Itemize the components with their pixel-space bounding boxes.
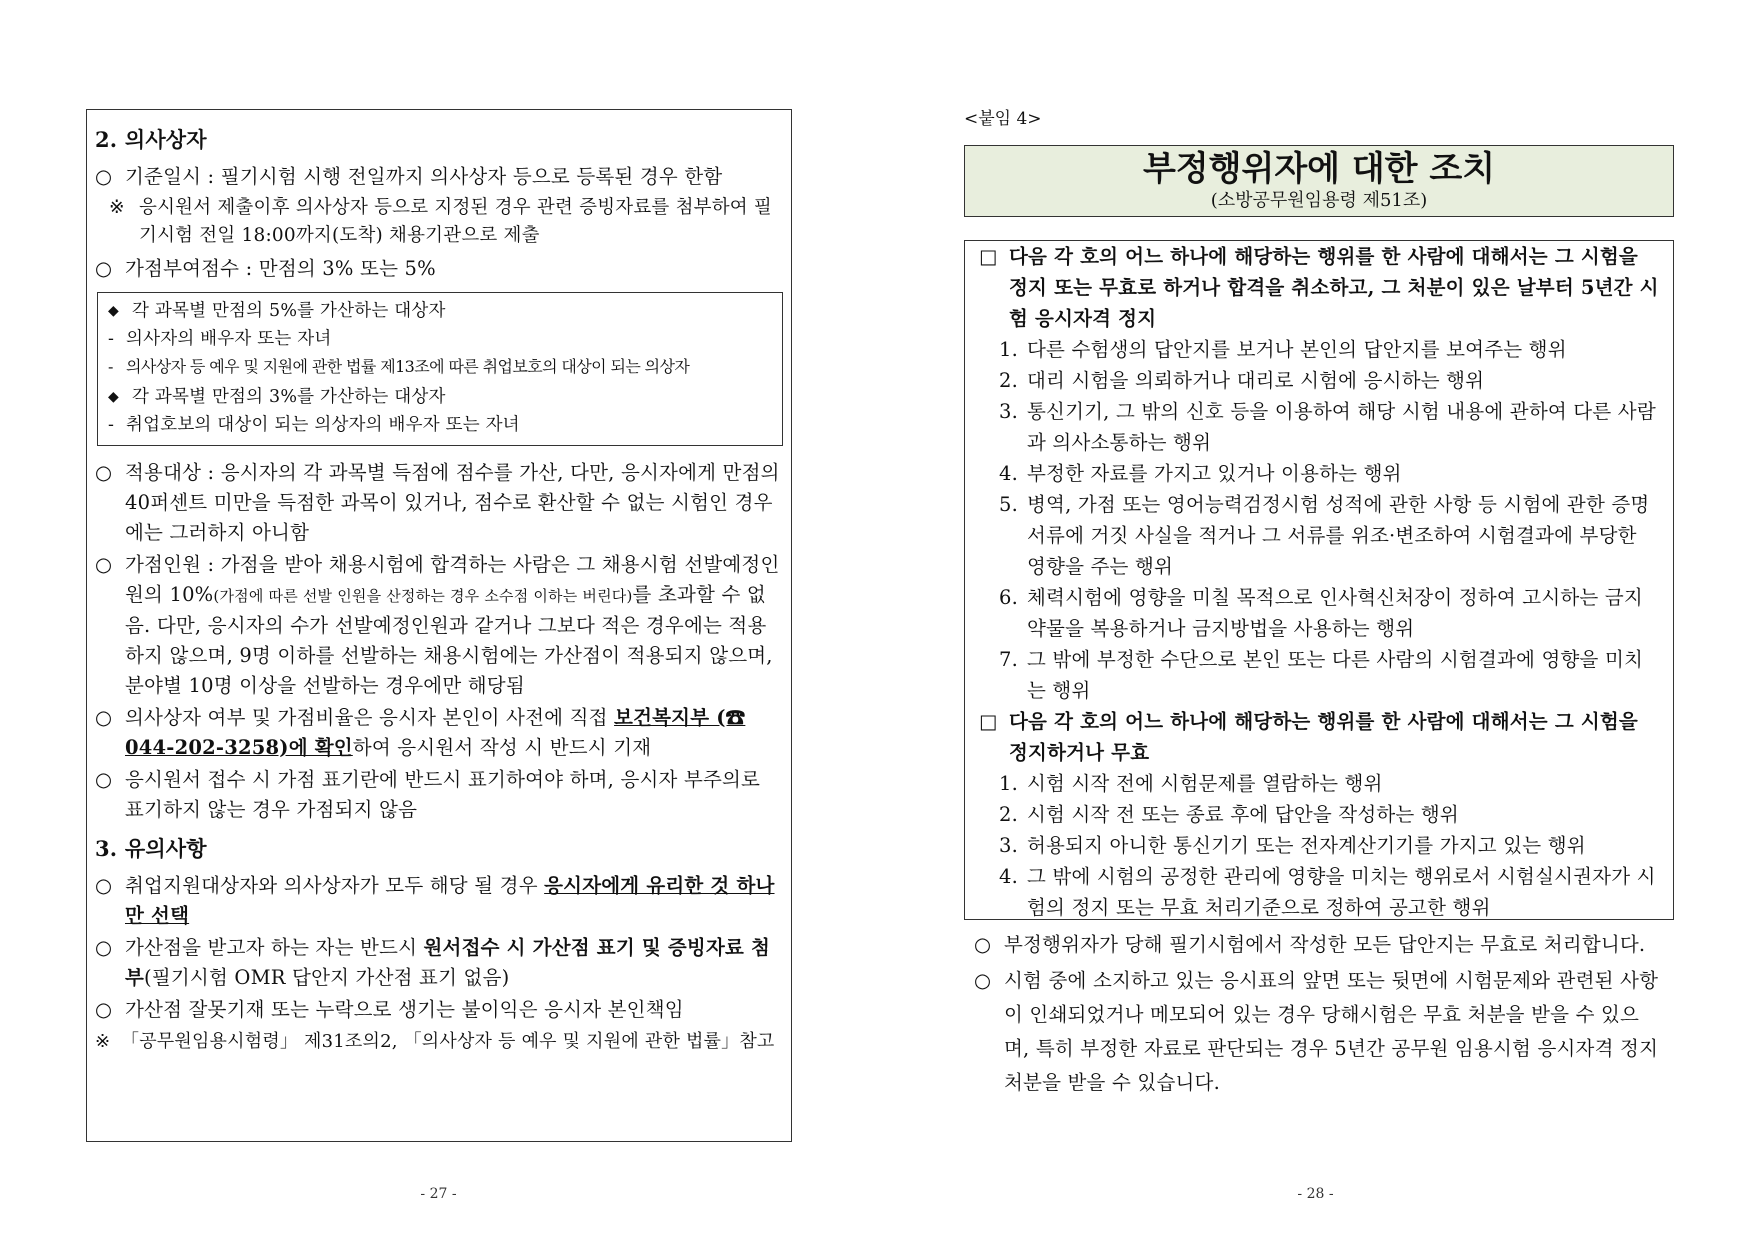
page-number-27: - 27 -	[420, 1186, 457, 1202]
dash-bullet-icon: -	[108, 415, 115, 435]
group1-item-number: 5.	[999, 493, 1019, 516]
group1-item	[979, 644, 1659, 706]
five-percent-item-text: 의사상자 등 예우 및 지원에 관한 법률 제13조에 따른 취업보호의 대상이 되는 의상자	[126, 357, 690, 376]
group1-item-text: 통신기기, 그 밖의 신호 등을 이용하여 해당 시험 내용에 관하여 다른 사람과 의사소통하는 행위	[1027, 400, 1656, 454]
bonus-count-item	[95, 550, 783, 701]
group1-item-text: 대리 시험을 의뢰하거나 대리로 시험에 응시하는 행위	[1027, 369, 1485, 392]
group2-item-number: 4.	[999, 865, 1019, 888]
group1-item	[979, 582, 1659, 644]
group2-item-text: 시험 시작 전 또는 종료 후에 답안을 작성하는 행위	[1027, 803, 1459, 826]
attachment-label: <붙임 4>	[964, 109, 1042, 129]
mark-in-form-text: 응시원서 접수 시 가점 표기란에 반드시 표기하여야 하며, 응시자 부주의로 표기하지 않는 경우 가점되지 않음	[125, 768, 761, 821]
three-percent-head	[108, 383, 772, 411]
mark-in-form-item	[95, 765, 783, 825]
bonus-target-box	[97, 292, 783, 446]
confirm-text: 의사상자 여부 및 가점비율은 응시자 본인이 사전에 직접	[125, 706, 615, 729]
group1-item-number: 1.	[999, 338, 1019, 361]
must-mark-text-2: (필기시험 OMR 답안지 가산점 표기 없음)	[144, 966, 510, 989]
group1-item	[979, 489, 1659, 582]
circle-bullet-icon: ○	[95, 998, 113, 1021]
apply-target-item	[95, 458, 783, 548]
group1-item	[979, 458, 1659, 489]
reference-item	[95, 1027, 783, 1057]
reference-mark-icon: ※	[95, 1031, 111, 1052]
group2-item	[979, 830, 1659, 861]
group-2-head	[979, 706, 1659, 768]
circle-bullet-icon: ○	[95, 257, 113, 280]
confirm-item	[95, 703, 783, 763]
misconduct-measures-box	[964, 240, 1674, 920]
circle-bullet-icon: ○	[95, 553, 113, 576]
circle-bullet-icon: ○	[95, 874, 113, 897]
reference-text: 「공무원임용시험령」 제31조의2, 「의사상자 등 예우 및 지원에 관한 법률」참고	[121, 1031, 775, 1052]
must-mark-bold-text: 원서접수 시 가산점 표기 및 증빙자료 첨부	[125, 936, 771, 989]
group1-item-number: 4.	[999, 462, 1019, 485]
group1-item-number: 2.	[999, 369, 1019, 392]
title-box	[964, 145, 1674, 217]
square-bullet-icon: □	[979, 710, 998, 733]
group1-item-text: 병역, 가점 또는 영어능력검정시험 성적에 관한 사항 등 시험에 관한 증명서류에 거짓 사실을 적거나 그 서류를 위조·변조하여 시험결과에 부당한 영향을 주는 행위	[1027, 493, 1650, 578]
group-1-head	[979, 241, 1659, 334]
square-bullet-icon: □	[979, 245, 998, 268]
five-percent-item	[108, 325, 772, 353]
group-1-list	[979, 334, 1659, 706]
group1-item	[979, 365, 1659, 396]
bonus-points-section-box	[86, 109, 792, 1142]
group2-item-text: 허용되지 아니한 통신기기 또는 전자계산기기를 가지고 있는 행위	[1027, 834, 1586, 857]
group2-item-text: 그 밖에 시험의 공정한 관리에 영향을 미치는 행위로서 시험실시권자가 시험의 정지 또는 무효 처리기준으로 정하여 공고한 행위	[1027, 865, 1656, 919]
circle-bullet-icon: ○	[95, 461, 113, 484]
group2-item	[979, 799, 1659, 830]
bonus-score-text: 가점부여점수 : 만점의 3% 또는 5%	[125, 257, 436, 280]
bonus-count-text: 가점인원 : 가점을 받아 채용시험에 합격하는 사람은 그 채용시험 선발예정인원의 10%	[125, 553, 780, 606]
three-percent-head-text: 각 과목별 만점의 3%를 가산하는 대상자	[132, 387, 446, 407]
five-percent-head	[108, 297, 772, 325]
page-number-28: - 28 -	[1297, 1186, 1334, 1202]
section-3-title: 3. 유의사항	[95, 836, 207, 861]
group1-item-number: 7.	[999, 648, 1019, 671]
five-percent-item-text: 의사자의 배우자 또는 자녀	[126, 329, 332, 349]
bonus-count-small-text: (가점에 따른 선발 인원을 산정하는 경우 소수점 이하는 버린다)	[213, 587, 633, 605]
page-28	[877, 0, 1754, 1240]
five-percent-item	[108, 353, 772, 381]
five-percent-head-text: 각 과목별 만점의 5%를 가산하는 대상자	[132, 301, 446, 321]
circle-bullet-icon: ○	[95, 165, 113, 188]
section-2-title: 2. 의사상자	[95, 127, 207, 152]
circle-bullet-icon: ○	[95, 768, 113, 791]
page-title: 부정행위자에 대한 조치	[1142, 149, 1496, 189]
diamond-bullet-icon: ◆	[108, 389, 119, 405]
notices	[974, 928, 1664, 1102]
group-1-head-text: 다음 각 호의 어느 하나에 해당하는 행위를 한 사람에 대해서는 그 시험을 정지 또는 무효로 하거나 합격을 취소하고, 그 처분이 있은 날부터 5년간 시험 응시자격 정지	[1009, 245, 1659, 330]
group2-item-number: 1.	[999, 772, 1019, 795]
base-date-text: 기준일시 : 필기시험 시행 전일까지 의사상자 등으로 등록된 경우 한함	[125, 165, 723, 188]
group2-item-text: 시험 시작 전에 시험문제를 열람하는 행위	[1027, 772, 1383, 795]
group1-item-number: 6.	[999, 586, 1019, 609]
circle-bullet-icon: ○	[974, 969, 992, 992]
circle-bullet-icon: ○	[95, 936, 113, 959]
dash-bullet-icon: -	[108, 329, 115, 349]
notice-item	[974, 928, 1664, 962]
page-subtitle: (소방공무원임용령 제51조)	[1210, 190, 1428, 211]
notice-text: 부정행위자가 당해 필기시험에서 작성한 모든 답안지는 무효로 처리합니다.	[1004, 933, 1646, 956]
group2-item-number: 3.	[999, 834, 1019, 857]
confirm-underlined-text: 보건복지부 (☎ 044-202-3258)에 확인	[125, 706, 746, 759]
base-date-item	[95, 162, 783, 192]
must-mark-item	[95, 933, 783, 993]
base-date-note	[95, 194, 783, 250]
group1-item-text: 그 밖에 부정한 수단으로 본인 또는 다른 사람의 시험결과에 영향을 미치는 행위	[1027, 648, 1644, 702]
both-eligible-text: 취업지원대상자와 의사상자가 모두 해당 될 경우	[125, 874, 545, 897]
group2-item	[979, 861, 1659, 923]
group-2-list	[979, 768, 1659, 923]
group1-item	[979, 334, 1659, 365]
must-mark-text: 가산점을 받고자 하는 자는 반드시	[125, 936, 424, 959]
circle-bullet-icon: ○	[974, 933, 992, 956]
group1-item-text: 체력시험에 영향을 미칠 목적으로 인사혁신처장이 정하여 고시하는 금지약물을 복용하거나 금지방법을 사용하는 행위	[1027, 586, 1643, 640]
diamond-bullet-icon: ◆	[108, 303, 119, 319]
apply-target-text: 적용대상 : 응시자의 각 과목별 득점에 점수를 가산, 다만, 응시자에게 만점의 40퍼센트 미만을 득점한 과목이 있거나, 점수로 환산할 수 없는 시험인 경우에는 그러하지 아니함	[125, 461, 780, 544]
reference-mark-icon: ※	[109, 197, 125, 218]
group1-item	[979, 396, 1659, 458]
base-date-note-text: 응시원서 제출이후 의사상자 등으로 지정된 경우 관련 증빙자료를 첨부하여 필기시험 전일 18:00까지(도착) 채용기관으로 제출	[139, 197, 773, 246]
circle-bullet-icon: ○	[95, 706, 113, 729]
responsibility-item	[95, 995, 783, 1025]
three-percent-item	[108, 411, 772, 439]
both-eligible-underlined-text: 응시자에게 유리한 것 하나만 선택	[125, 874, 775, 927]
group1-item-text: 다른 수험생의 답안지를 보거나 본인의 답안지를 보여주는 행위	[1027, 338, 1567, 361]
notice-item	[974, 964, 1664, 1100]
both-eligible-item	[95, 871, 783, 931]
notice-text: 시험 중에 소지하고 있는 응시표의 앞면 또는 뒷면에 시험문제와 관련된 사항이 인쇄되었거나 메모되어 있는 경우 당해시험은 무효 처분을 받을 수 있으며, 특히 부정한 자료로 판단되는 경우 5년간 공무원 임용시험 응시자격 정지 처분을 받을 수 있습니다.	[1004, 969, 1659, 1094]
three-percent-item-text: 취업호보의 대상이 되는 의상자의 배우자 또는 자녀	[126, 415, 520, 435]
dash-bullet-icon: -	[108, 357, 113, 376]
responsibility-text: 가산점 잘못기재 또는 누락으로 생기는 불이익은 응시자 본인책임	[125, 998, 684, 1021]
bonus-score-item	[95, 254, 783, 284]
confirm-text-2: 하여 응시원서 작성 시 반드시 기재	[352, 736, 652, 759]
group2-item-number: 2.	[999, 803, 1019, 826]
group1-item-text: 부정한 자료를 가지고 있거나 이용하는 행위	[1027, 462, 1402, 485]
group2-item	[979, 768, 1659, 799]
bonus-count-text-2: 를 초과할 수 없음. 다만, 응시자의 수가 선발예정인원과 같거나 그보다 적은 경우에는 적용하지 않으며, 9명 이하를 선발하는 채용시험에는 가산점이 적용되지 않으며, 분야별 10명 이상을 선발하는 경우에만 해당됨	[125, 583, 773, 697]
group-2-head-text: 다음 각 호의 어느 하나에 해당하는 행위를 한 사람에 대해서는 그 시험을 정지하거나 무효	[1009, 710, 1638, 764]
group1-item-number: 3.	[999, 400, 1019, 423]
